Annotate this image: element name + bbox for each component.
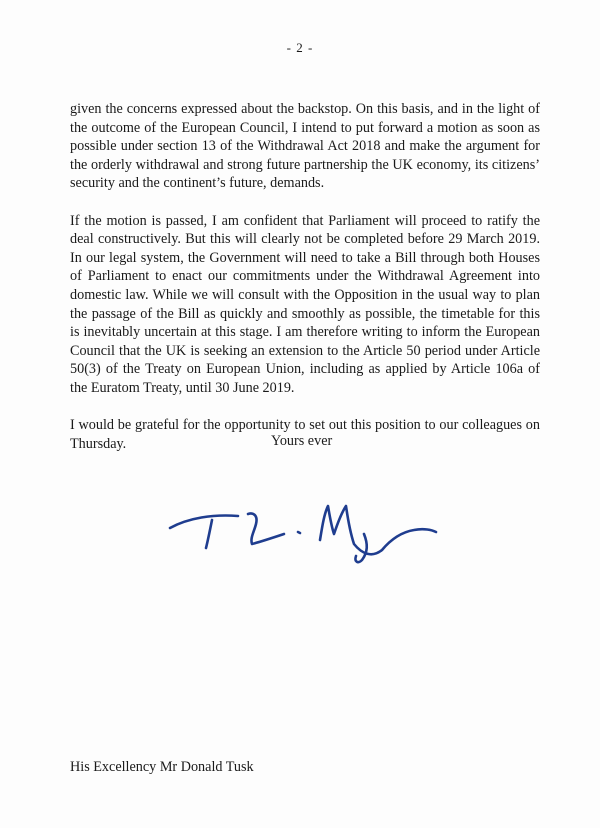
closing-salutation: Yours ever (271, 433, 333, 449)
recipient-line: His Excellency Mr Donald Tusk (70, 759, 254, 775)
page-number: - 2 - (286, 40, 314, 55)
paragraph-extension: If the motion is passed, I am confident that Parliament will proceed to ratify the deal constructively. But this will clearly not be completed before 29 March 2019. In our legal system, the Government will need to take a Bill through both Houses of Parliament to enact our commitments under the Withdrawal Agreement into domestic law. While we will consult with the Opposition in the usual way to plan the passage of the Bill as quickly and smoothly as possible, the timetable for this is inevitably uncertain at this stage. I am therefore writing to inform the European Council that the UK is seeking an extension to the Article 50 period under Article 50(3) of the Treaty on European Union, including as applied by Article 106a of the Euratom Treaty, until 30 June 2019. (70, 212, 540, 396)
letter-body (70, 100, 540, 472)
paragraph-backstop: given the concerns expressed about the backstop. On this basis, and in the light of the outcome of the European Council, I intend to put forward a motion as soon as possible under section 13 of the Withdrawal Act 2018 and make the argument for the orderly withdrawal and strong future partnership the UK economy, its citizens’ security and the continent’s future, demands. (70, 101, 540, 192)
signature-image (168, 488, 438, 568)
paragraph-colleagues: I would be grateful for the opportunity to set out this position to our colleagues on Thursday. (70, 417, 540, 452)
